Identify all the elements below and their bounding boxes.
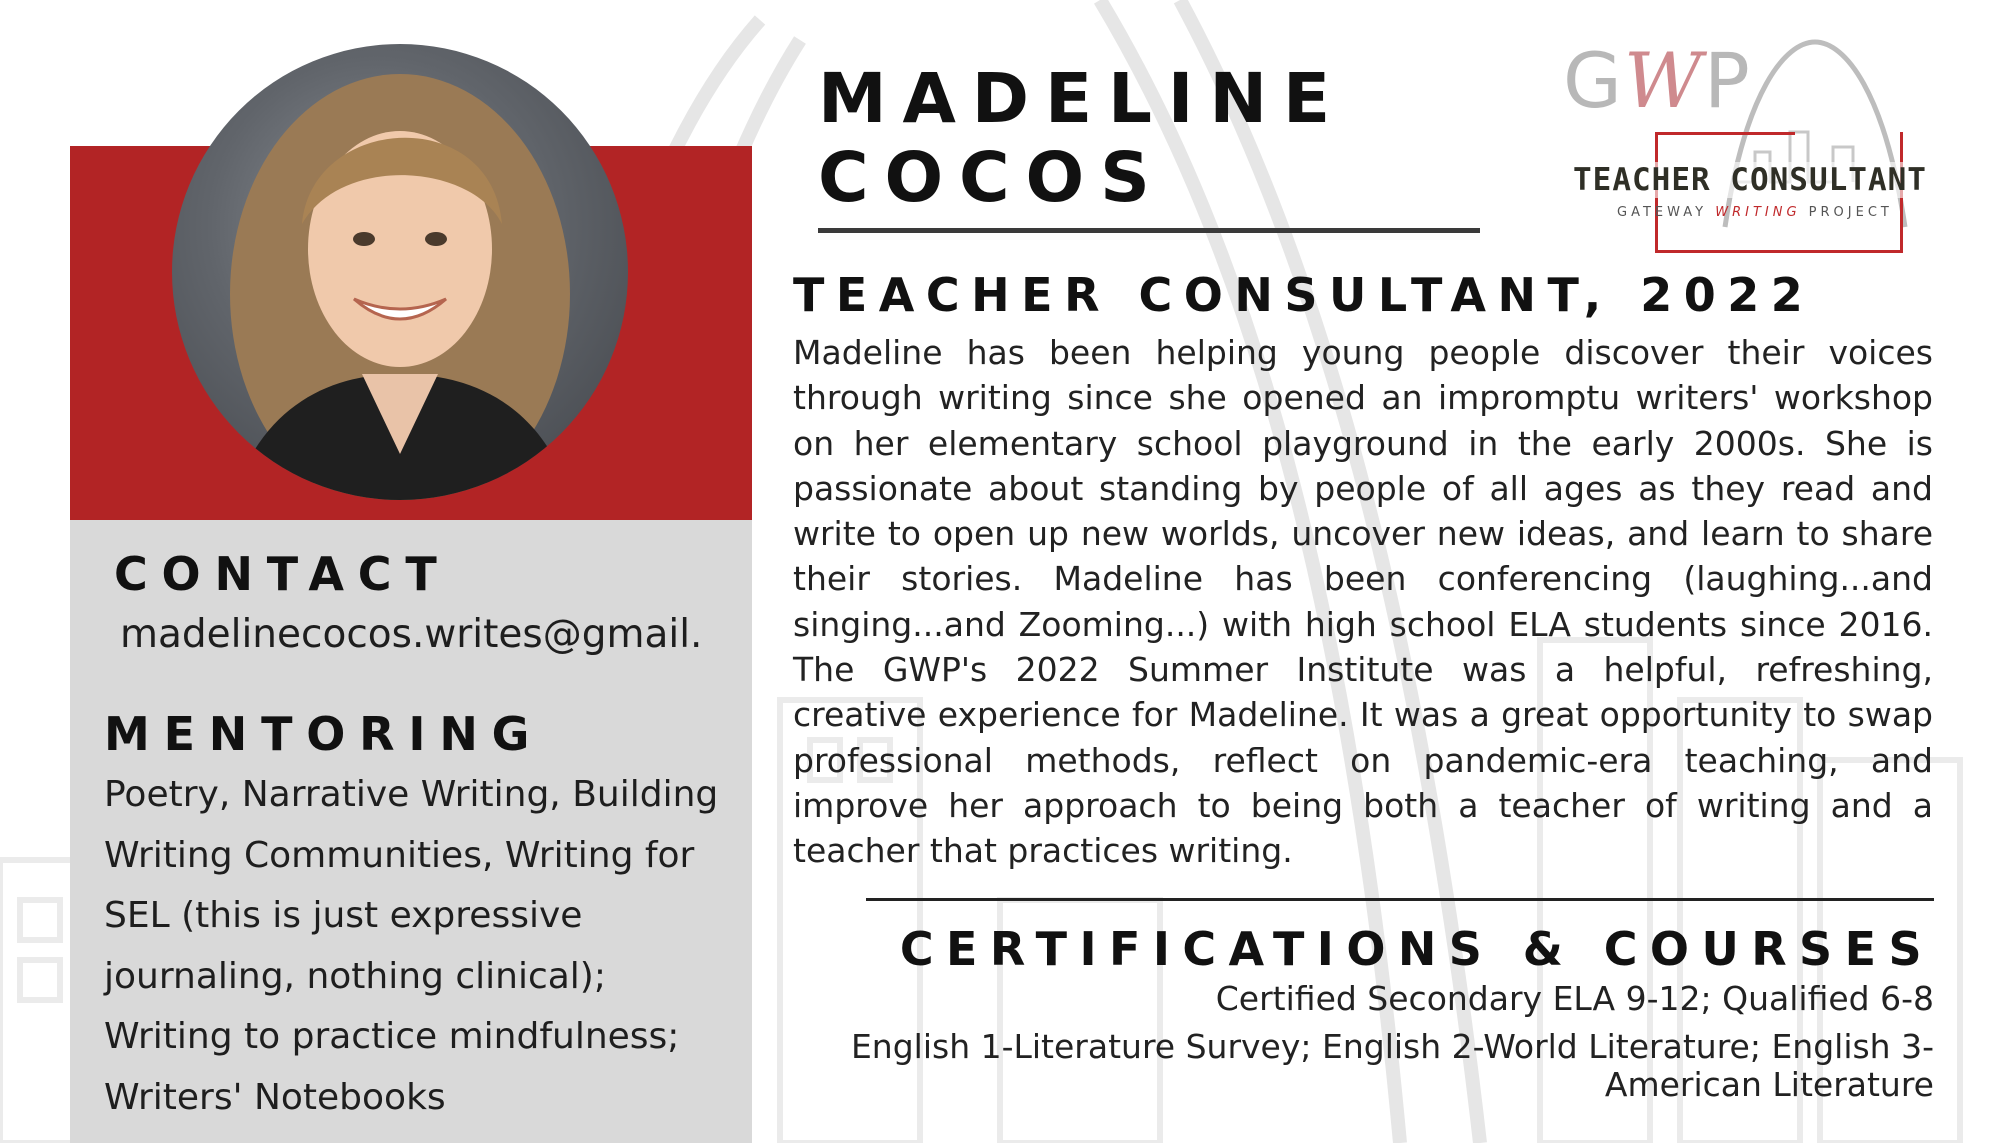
- logo-frame-top: [1655, 132, 1795, 135]
- profile-bio: Madeline has been helping young people discover their voices through writing since she opened an impromptu writers' workshop on her elementary school playground in the early 2000s. She is passionate about standing by people of all ages as they read and write to open up new worlds, uncover new ideas, and learn to share their stories. Madeline has been conferencing (laughing...and singing...and Zooming...) with high school ELA students since 2016. The GWP's 2022 Summer Institute was a helpful, refreshing, creative experience for Madeline. It was a great opportunity to swap professional methods, reflect on pandemic-era teaching, and improve her approach to being both a teacher of writing and a teacher that practices writing.: [793, 333, 1933, 871]
- contact-email[interactable]: madelinecocos.writes@gmail.: [120, 612, 703, 657]
- logo-gateway-writing-project: [1617, 205, 1893, 220]
- bio-divider: [866, 898, 1934, 901]
- portrait-illustration: [172, 44, 628, 500]
- profile-name: [818, 60, 1346, 218]
- profile-title: TEACHER CONSULTANT, 2022: [793, 268, 1815, 322]
- logo-writing: WRITING: [1715, 205, 1801, 220]
- certifications-heading: CERTIFICATIONS & COURSES: [899, 922, 1934, 976]
- logo-gwp-text: [1563, 36, 1752, 125]
- logo-project: PROJECT: [1808, 205, 1893, 220]
- name-line-first: MADELINE: [818, 59, 1346, 139]
- logo-gateway: GATEWAY: [1617, 205, 1708, 220]
- gwp-logo: [1555, 32, 1945, 262]
- logo-w: W: [1623, 36, 1705, 125]
- profile-photo: [172, 44, 628, 500]
- name-divider: [818, 228, 1480, 233]
- certification-line-1: Certified Secondary ELA 9-12; Qualified 6-8: [1215, 979, 1934, 1018]
- logo-p: P: [1704, 36, 1752, 125]
- mentoring-text: Poetry, Narrative Writing, Building Writing Communities, Writing for SEL (this is just expressive journaling, nothing clinical); Writing to practice mindfulness; Writers' Notebooks: [104, 774, 719, 1118]
- mentoring-heading: MENTORING: [104, 707, 544, 761]
- certification-line-2: English 1-Literature Survey; English 2-World Literature; English 3-American Literature: [850, 1027, 1934, 1104]
- logo-teacher-consultant: TEACHER CONSULTANT: [1573, 162, 1927, 198]
- logo-g: G: [1563, 36, 1624, 125]
- name-line-last: COCOS: [818, 138, 1166, 218]
- contact-heading: CONTACT: [114, 547, 451, 601]
